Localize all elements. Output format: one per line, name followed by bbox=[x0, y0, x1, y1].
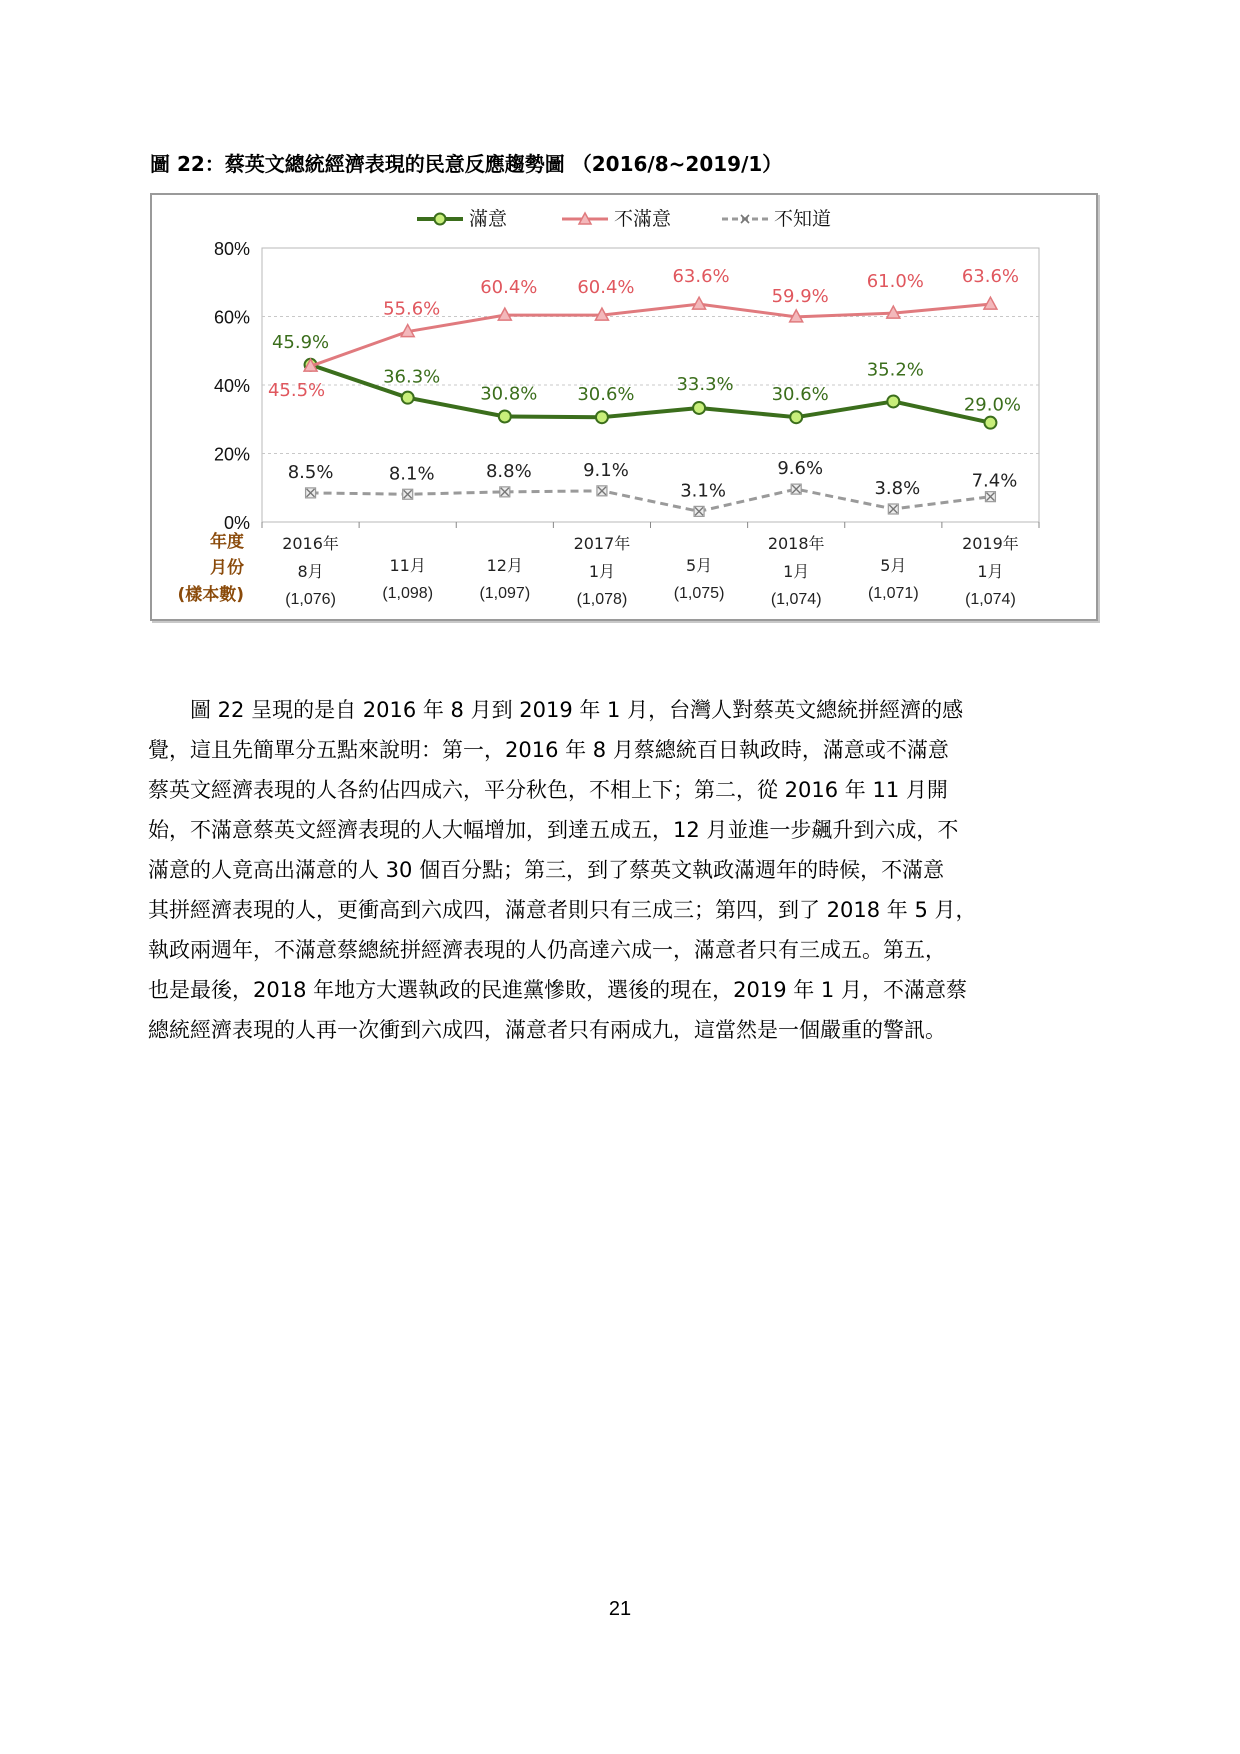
x-month-label: 5月 bbox=[685, 556, 713, 575]
data-label: 29.0% bbox=[963, 394, 1022, 416]
legend-marker bbox=[435, 214, 446, 225]
paragraph-line: 總統經濟表現的人再一次衝到六成四，滿意者只有兩成九，這當然是一個嚴重的警訊。 bbox=[148, 1018, 946, 1042]
x-sample-label: (1,074) bbox=[965, 591, 1016, 608]
y-tick-label: 40% bbox=[213, 376, 250, 396]
row-header: 年度 bbox=[210, 532, 244, 552]
body-paragraph bbox=[148, 690, 1094, 1050]
data-label: 7.4% bbox=[971, 470, 1018, 492]
data-label: 60.4% bbox=[577, 277, 635, 299]
legend-label: 不滿意 bbox=[614, 208, 672, 230]
data-point bbox=[596, 411, 608, 423]
data-label: 45.5% bbox=[267, 380, 326, 402]
x-year-label: 2018年 bbox=[767, 534, 825, 553]
row-header: 月份 bbox=[210, 558, 244, 578]
paragraph-line: 圖 22 呈現的是自 2016 年 8 月到 2019 年 1 月，台灣人對蔡英文總統拼經濟的感 bbox=[190, 698, 964, 722]
data-label: 60.4% bbox=[480, 277, 538, 299]
x-sample-label: (1,078) bbox=[576, 591, 628, 608]
data-label: 8.8% bbox=[485, 460, 532, 482]
y-tick-label: 20% bbox=[213, 444, 250, 465]
legend-label: 滿意 bbox=[469, 208, 508, 230]
data-label: 33.3% bbox=[676, 373, 734, 395]
x-month-label: 1月 bbox=[977, 562, 1004, 581]
data-point bbox=[693, 402, 705, 414]
x-month-label: 8月 bbox=[297, 562, 324, 581]
data-point bbox=[790, 411, 802, 423]
data-label: 30.6% bbox=[577, 384, 635, 406]
data-point bbox=[984, 417, 996, 429]
data-label: 8.5% bbox=[287, 461, 334, 483]
x-sample-label: (1,098) bbox=[382, 585, 434, 602]
x-sample-label: (1,076) bbox=[285, 591, 336, 608]
y-tick-label: 60% bbox=[213, 307, 250, 328]
data-label: 3.8% bbox=[874, 477, 921, 499]
paragraph-line: 也是最後，2018 年地方大選執政的民進黨慘敗，選後的現在，2019 年 1 月，不滿意蔡 bbox=[148, 978, 967, 1002]
chart-container bbox=[150, 193, 1098, 621]
x-year-label: 2016年 bbox=[282, 534, 339, 553]
figure-title: 圖 22：蔡英文總統經濟表現的民意反應趨勢圖 （2016/8~2019/1） bbox=[150, 152, 783, 176]
x-month-label: 12月 bbox=[486, 556, 523, 575]
row-header: (樣本數) bbox=[177, 585, 244, 605]
data-label: 8.1% bbox=[388, 463, 435, 485]
paragraph-line: 執政兩週年，不滿意蔡總統拼經濟表現的人仍高達六成一，滿意者只有三成五。第五， bbox=[148, 938, 946, 962]
data-point bbox=[887, 395, 899, 407]
x-sample-label: (1,097) bbox=[479, 585, 531, 602]
page-number: 21 bbox=[608, 1598, 632, 1620]
data-label: 35.2% bbox=[866, 359, 924, 381]
data-label: 63.6% bbox=[961, 266, 1020, 288]
data-label: 30.8% bbox=[480, 383, 538, 405]
paragraph-line: 覺，這且先簡單分五點來說明：第一，2016 年 8 月蔡總統百日執政時，滿意或不滿意 bbox=[148, 738, 949, 762]
data-label: 59.9% bbox=[771, 285, 829, 307]
data-label: 55.6% bbox=[383, 298, 441, 320]
x-month-label: 5月 bbox=[880, 556, 907, 575]
paragraph-line: 滿意的人竟高出滿意的人 30 個百分點；第三，到了蔡英文執政滿週年的時候，不滿意 bbox=[148, 858, 945, 882]
y-tick-label: 0% bbox=[223, 513, 250, 533]
data-label: 63.6% bbox=[672, 266, 730, 288]
data-label: 9.6% bbox=[777, 458, 824, 480]
data-label: 61.0% bbox=[866, 271, 924, 293]
y-tick-label: 80% bbox=[213, 239, 250, 259]
data-label: 9.1% bbox=[583, 459, 629, 481]
data-label: 45.9% bbox=[271, 331, 330, 353]
x-year-label: 2019年 bbox=[962, 534, 1019, 553]
x-month-label: 1月 bbox=[588, 562, 616, 581]
data-label: 30.6% bbox=[771, 384, 829, 406]
x-month-label: 1月 bbox=[783, 562, 810, 581]
trend-chart bbox=[152, 195, 1096, 619]
data-point bbox=[499, 411, 511, 423]
data-point bbox=[402, 392, 414, 404]
data-label: 36.3% bbox=[383, 366, 441, 388]
paragraph-line: 蔡英文經濟表現的人各約佔四成六，平分秋色，不相上下；第二，從 2016 年 11 月開 bbox=[148, 778, 948, 802]
paragraph-line: 始，不滿意蔡英文經濟表現的人大幅增加，到達五成五，12 月並進一步飆升到六成，不 bbox=[148, 818, 959, 842]
x-year-label: 2017年 bbox=[573, 534, 631, 553]
legend-label: 不知道 bbox=[774, 208, 832, 230]
x-sample-label: (1,071) bbox=[867, 585, 919, 602]
x-sample-label: (1,075) bbox=[673, 585, 725, 602]
data-label: 3.1% bbox=[680, 480, 726, 502]
x-sample-label: (1,074) bbox=[770, 591, 822, 608]
x-month-label: 11月 bbox=[389, 556, 426, 575]
paragraph-line: 其拼經濟表現的人，更衝高到六成四，滿意者則只有三成三；第四，到了 2018 年 5 月， bbox=[148, 898, 977, 922]
